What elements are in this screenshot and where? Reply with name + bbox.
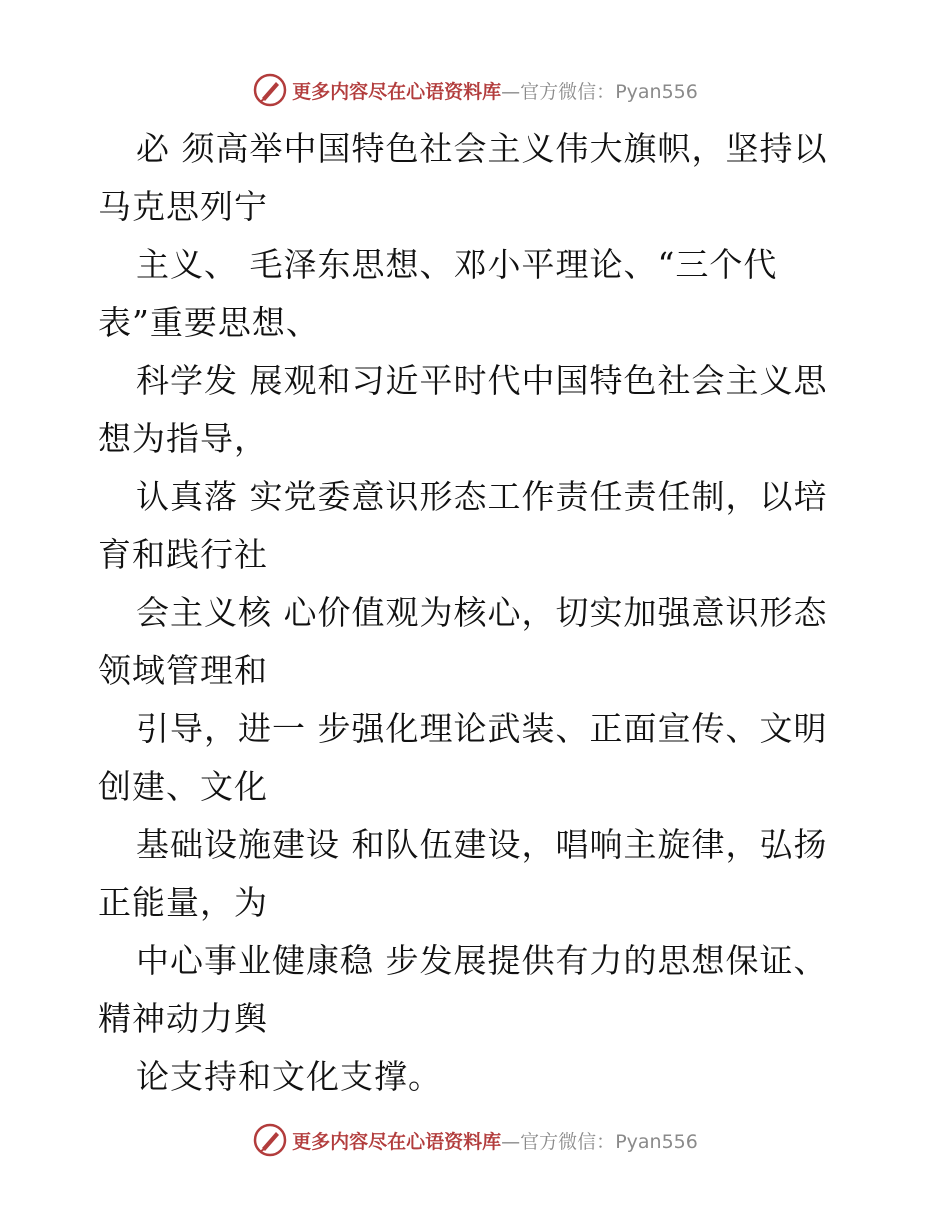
paragraph [98,816,858,932]
paragraph [98,1048,858,1106]
header-watermark [0,70,950,110]
paragraph-line: 必 须高举中国特色社会主义伟大旗帜，坚持以 [136,129,828,168]
paragraph [98,352,858,468]
paragraph-line: 中心事业健康稳 步发展提供有力的思想保证、 [136,941,828,980]
paragraph-line: 创建、文化 [98,767,268,806]
paragraph-line: 马克思列宁 [98,187,268,226]
footer-watermark-text: 更多内容尽在心语资料库—官方微信：Pyan556 [292,1130,698,1153]
paragraph [98,700,858,816]
paragraph-line: 正能量，为 [98,883,268,922]
paragraph-line: 领域管理和 [98,651,268,690]
paragraph [98,584,858,700]
paragraph-line: 育和践行社 [98,535,268,574]
paragraph-line: 会主义核 心价值观为核心，切实加强意识形态 [136,593,828,632]
paragraph-line: 引导，进一 步强化理论武装、正面宣传、文明 [136,709,828,748]
paragraph-line: 精神动力舆 [98,999,268,1038]
paragraph-line: 主义、 毛泽东思想、邓小平理论、“三个代 [136,245,778,284]
paragraph [98,120,858,236]
paragraph-line: 想为指导， [98,419,268,458]
logo-icon [252,72,288,108]
paragraph-line: 基础设施建设 和队伍建设，唱响主旋律，弘扬 [136,825,828,864]
paragraph [98,932,858,1048]
paragraph-line: 论支持和文化支撑。 [136,1057,442,1096]
paragraph-line: 认真落 实党委意识形态工作责任责任制，以培 [136,477,828,516]
paragraph [98,236,858,352]
logo-icon [252,1122,288,1158]
header-watermark-text: 更多内容尽在心语资料库—官方微信：Pyan556 [292,80,698,103]
paragraph [98,468,858,584]
footer-watermark [0,1120,950,1160]
paragraph-line: 科学发 展观和习近平时代中国特色社会主义思 [136,361,828,400]
paragraph-line: 表”重要思想、 [98,303,320,342]
